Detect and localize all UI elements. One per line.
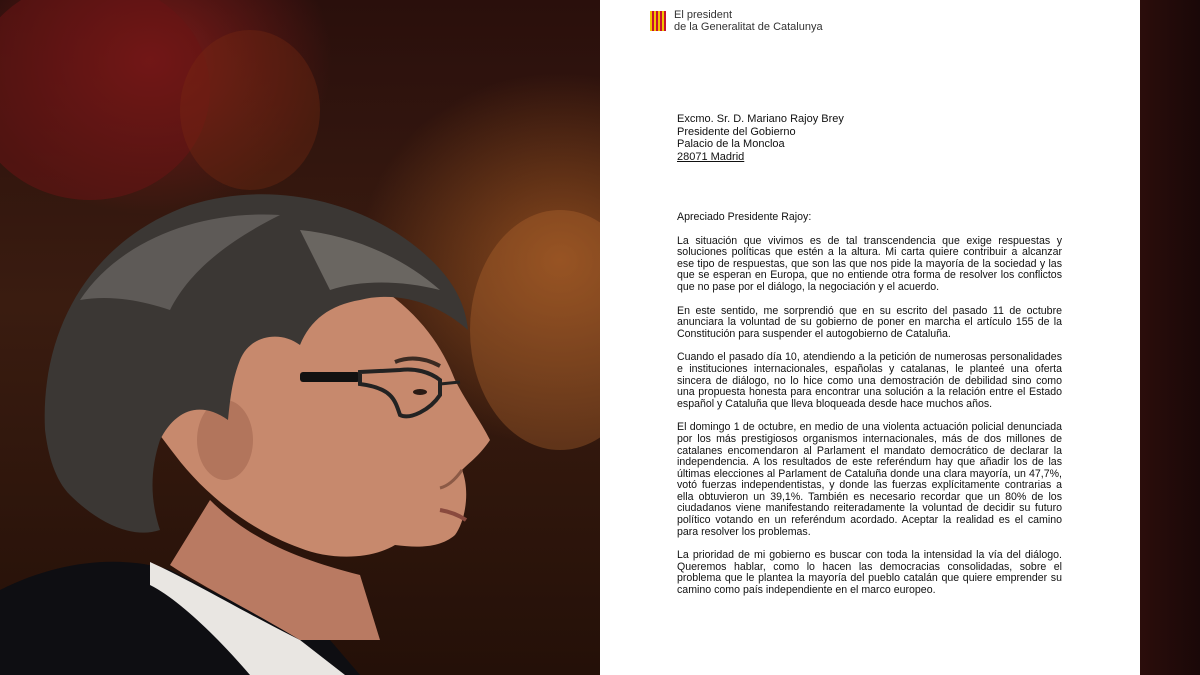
recipient-address	[677, 113, 844, 163]
recipient-title: Presidente del Gobierno	[677, 125, 796, 138]
letter-paragraph-3: Cuando el pasado día 10, atendiendo a la petición de numerosas personalidades e instituciones internacionales, españolas y catalanas, le planteé una oferta sincera de diálogo, no lo hice como una demostración de debilidad sino como una propuesta honesta para encontrar una solución a la relación entre el Estado español y Cataluña que lleva bloqueada desde hace muchos años.	[677, 351, 1062, 410]
recipient-name: Excmo. Sr. D. Mariano Rajoy Brey	[677, 113, 844, 125]
recipient-place: Palacio de la Moncloa	[677, 138, 785, 151]
letterhead-line-2: de la Generalitat de Catalunya	[674, 21, 823, 33]
letterhead	[650, 9, 823, 33]
recipient-city: 28071 Madrid	[677, 150, 745, 163]
letterhead-line-1: El president	[674, 9, 733, 21]
letter-page	[600, 0, 1140, 675]
letterhead-text	[674, 9, 823, 33]
letter-paragraph-4: El domingo 1 de octubre, en medio de una violenta actuación policial denunciada por los más prestigiosos organismos internacionales, más de dos millones de catalanes encomendaron al Parlament el mandato democrático de declarar la independencia. A los resultados de este referéndum hay que añadir los de las últimas elecciones al Parlament de Cataluña donde una clara mayoría, un 47,7%, votó fuerzas independentistas, y donde las fuerzas explícitamente contrarias a ella obtuvieron un 39,1%. También es necesario recordar que un 80% de los ciudadanos viene manifestando reiteradamente la voluntad de decidir su futuro político votando en un referéndum acordado. Aceptar la realidad es el camino para resolver los problemas.	[677, 421, 1062, 538]
catalan-flag-icon	[650, 11, 666, 31]
background-edge	[1140, 0, 1200, 675]
letter-greeting: Apreciado Presidente Rajoy:	[677, 211, 812, 223]
letter-paragraph-1: La situación que vivimos es de tal transcendencia que exige respuestas y soluciones políticas que estén a la altura. Mi carta quiere contribuir a alcanzar ese tipo de respuestas, que son las que nos pide la mayoría de la sociedad y las que se esperan en Europa, que no entiende otra forma de resolver los conflictos que no pase por el diálogo, la negociación y el acuerdo.	[677, 234, 1062, 293]
letter-body	[677, 212, 1062, 609]
letter-paragraph-2: En este sentido, me sorprendió que en su escrito del pasado 11 de octubre anunciara la voluntad de su gobierno de poner en marcha el artículo 155 de la Constitución para suspender el autogobierno de Cataluña.	[677, 304, 1062, 340]
letter-paragraph-5: La prioridad de mi gobierno es buscar con toda la intensidad la vía del diálogo. Queremos hablar, como lo hacen las democracias consolidadas, sobre el problema que le plantea la mayoría del pueblo catalán que quiere emprender su camino como país independiente en el marco europeo.	[677, 549, 1062, 597]
